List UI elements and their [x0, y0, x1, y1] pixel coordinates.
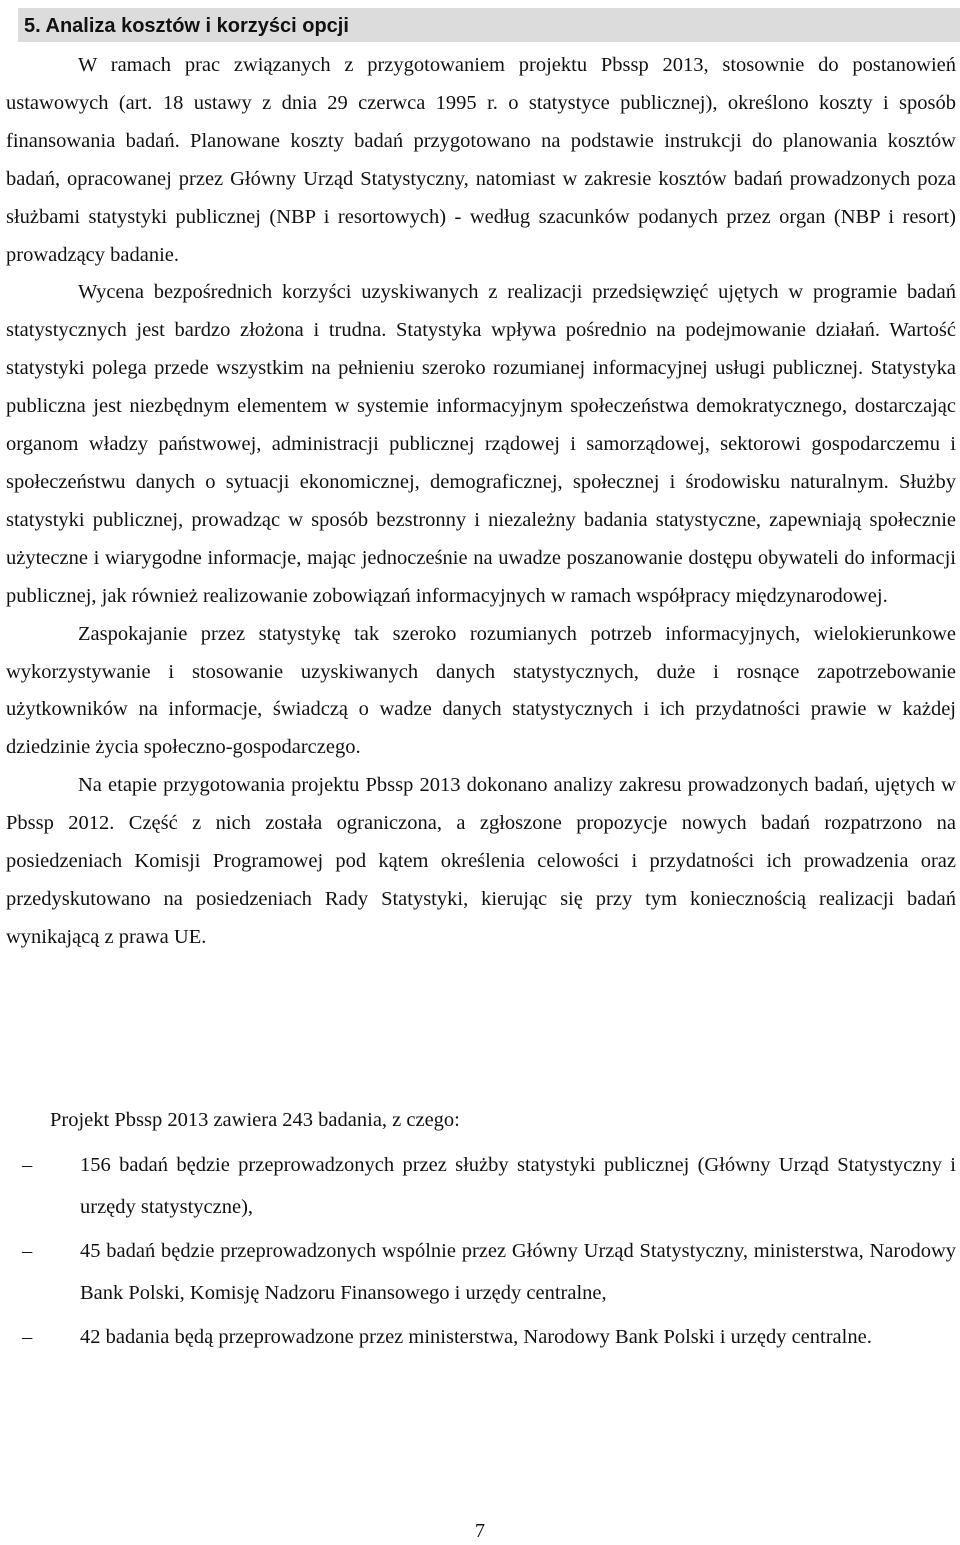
list-item-text: 42 badania będą przeprowadzone przez ministerstwa, Narodowy Bank Polski i urzędy centralne. — [80, 1325, 872, 1348]
body-text — [6, 47, 956, 957]
paragraph-project-preparation: Na etapie przygotowania projektu Pbssp 2013 dokonano analizy zakresu prowadzonych badań, ujętych w Pbssp 2012. Część z nich została ograniczona, a zgłoszone propozycje nowych badań rozpatrzono na posiedzeniach Komisji Programowej pod kątem określenia celowości i przydatności ich prowadzenia oraz przedyskutowano na posiedzeniach Rady Statystyki, kierując się przy tym koniecznością realizacji badań wynikającą z prawa UE. — [6, 774, 956, 948]
survey-summary — [6, 1099, 956, 1359]
list-item — [6, 1316, 956, 1359]
dash-bullet: – — [22, 1239, 33, 1262]
section-heading: 5. Analiza kosztów i korzyści opcji — [24, 15, 349, 37]
paragraph-information-needs: Zaspokajanie przez statystykę tak szeroko rozumianych potrzeb informacyjnych, wielokierunkowe wykorzystywanie i stosowanie uzyskiwanych danych statystycznych, duże i rosnące zapotrzebowanie użytkowników na informacje, świadczą o wadze danych statystycznych i ich przydatności prawie w każdej dziedzinie życia społeczno-gospodarczego. — [6, 622, 956, 759]
list-item — [6, 1144, 956, 1229]
list-item-text: 45 badań będzie przeprowadzonych wspólnie przez Główny Urząd Statystyczny, ministerstwa, Narodowy Bank Polski, Komisję Nadzoru Finansowego i urzędy centralne, — [80, 1239, 956, 1304]
page-number: 7 — [475, 1520, 485, 1542]
summary-intro: Projekt Pbssp 2013 zawiera 243 badania, z czego: — [50, 1109, 460, 1131]
list-item — [6, 1230, 956, 1315]
dash-bullet: – — [22, 1325, 33, 1348]
list-item-text: 156 badań będzie przeprowadzonych przez służby statystyki publicznej (Główny Urząd Statystyczny i urzędy statystyczne), — [80, 1153, 956, 1218]
paragraph-benefits: Wycena bezpośrednich korzyści uzyskiwanych z realizacji przedsięwzięć ujętych w programie badań statystycznych jest bardzo złożona i trudna. Statystyka wpływa pośrednio na podejmowanie działań. Wartość statystyki polega przede wszystkim na pełnieniu szeroko rozumianej informacyjnej usługi publicznej. Statystyka publiczna jest niezbędnym elementem w systemie informacyjnym społeczeństwa demokratycznego, dostarczając organom władzy państwowej, administracji publicznej rządowej i samorządowej, sektorowi gospodarczemu i społeczeństwu danych o sytuacji ekonomicznej, demograficznej, społecznej i środowisku naturalnym. Służby statystyki publicznej, prowadząc w sposób bezstronny i niezależny badania statystyczne, zapewniają społecznie użyteczne i wiarygodne informacje, mając jednocześnie na uwadze poszanowanie dostępu obywateli do informacji publicznej, jak również realizowanie zobowiązań informacyjnych w ramach współpracy międzynarodowej. — [6, 281, 956, 607]
survey-breakdown-list — [6, 1144, 956, 1359]
dash-bullet: – — [22, 1153, 33, 1176]
paragraph-costs: W ramach prac związanych z przygotowaniem projektu Pbssp 2013, stosownie do postanowień ustawowych (art. 18 ustawy z dnia 29 czerwca 1995 r. o statystyce publicznej), określono koszty i sposób finansowania badań. Planowane koszty badań przygotowano na podstawie instrukcji do planowania kosztów badań, opracowanej przez Główny Urząd Statystyczny, natomiast w zakresie kosztów badań prowadzonych poza służbami statystyki publicznej (NBP i resortowych) - według szacunków podanych przez organ (NBP i resort) prowadzący badanie. — [6, 54, 956, 266]
